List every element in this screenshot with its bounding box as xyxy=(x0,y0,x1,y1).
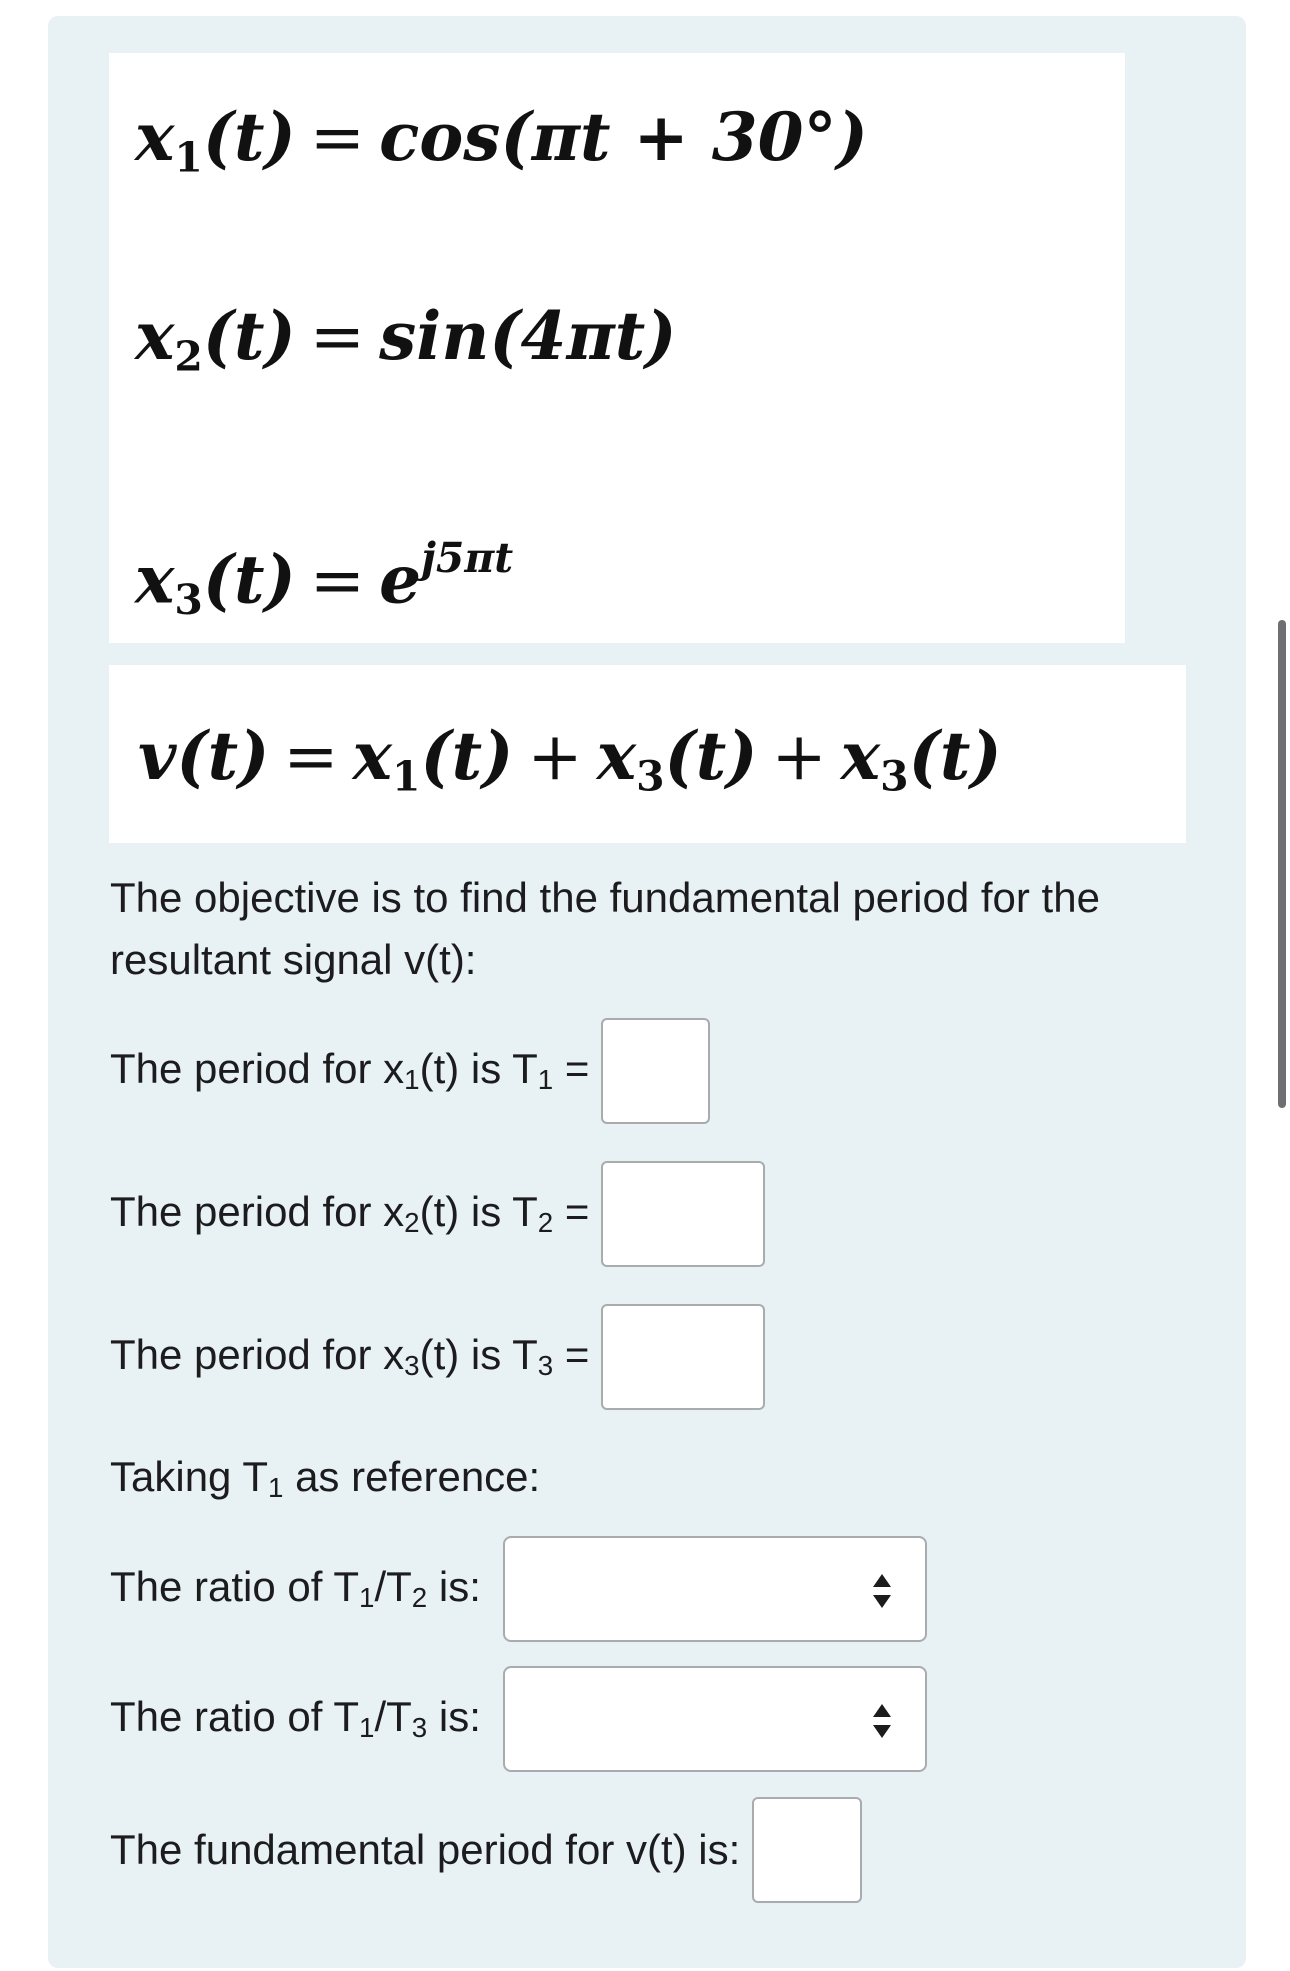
equation-x2: $x_2(t) = \sin(4\pi t)$ xyxy=(135,297,677,381)
period-row-3 xyxy=(110,1304,765,1410)
fundamental-period-input[interactable] xyxy=(752,1797,862,1903)
equation-v: $v(t) = x_1(t) + x_3(t) + x_3(t)$ xyxy=(138,717,1002,801)
ratio-row-1 xyxy=(110,1536,927,1642)
fundamental-row xyxy=(110,1797,862,1903)
period-input-t1[interactable] xyxy=(601,1018,710,1124)
ratio-label-2: The ratio of $T_1/T_3$ is: xyxy=(110,1693,481,1744)
select-arrows-icon xyxy=(873,1574,891,1608)
equation-x1: $x_1(t) = \cos(\pi t + 30^\circ)$ xyxy=(135,98,868,182)
ratio-row-2 xyxy=(110,1666,927,1772)
period-input-t2[interactable] xyxy=(601,1161,765,1267)
period-label-1: The period for $x_1(t)$ is $T_1$ = xyxy=(110,1045,590,1096)
scrollbar[interactable] xyxy=(1278,620,1286,1108)
ratio-select-t1-t2[interactable] xyxy=(503,1536,927,1642)
objective-text: The objective is to find the fundamental period for the resultant signal v(t): xyxy=(110,874,1100,983)
reference-text: Taking $T_1$ as reference: xyxy=(110,1453,541,1504)
period-label-3: The period for $x_3(t)$ is $T_3$ = xyxy=(110,1331,590,1382)
period-label-2: The period for $x_2(t)$ is $T_2$ = xyxy=(110,1188,590,1239)
period-input-t3[interactable] xyxy=(601,1304,765,1410)
equation-x3: $x_3(t) = e^{j5\pi t}$ xyxy=(135,534,514,625)
fundamental-label: The fundamental period for v(t) is: xyxy=(110,1826,741,1873)
period-row-2 xyxy=(110,1161,765,1267)
ratio-label-1: The ratio of $T_1/T_2$ is: xyxy=(110,1563,481,1614)
select-arrows-icon xyxy=(873,1704,891,1738)
ratio-select-t1-t3[interactable] xyxy=(503,1666,927,1772)
period-row-1 xyxy=(110,1018,710,1124)
